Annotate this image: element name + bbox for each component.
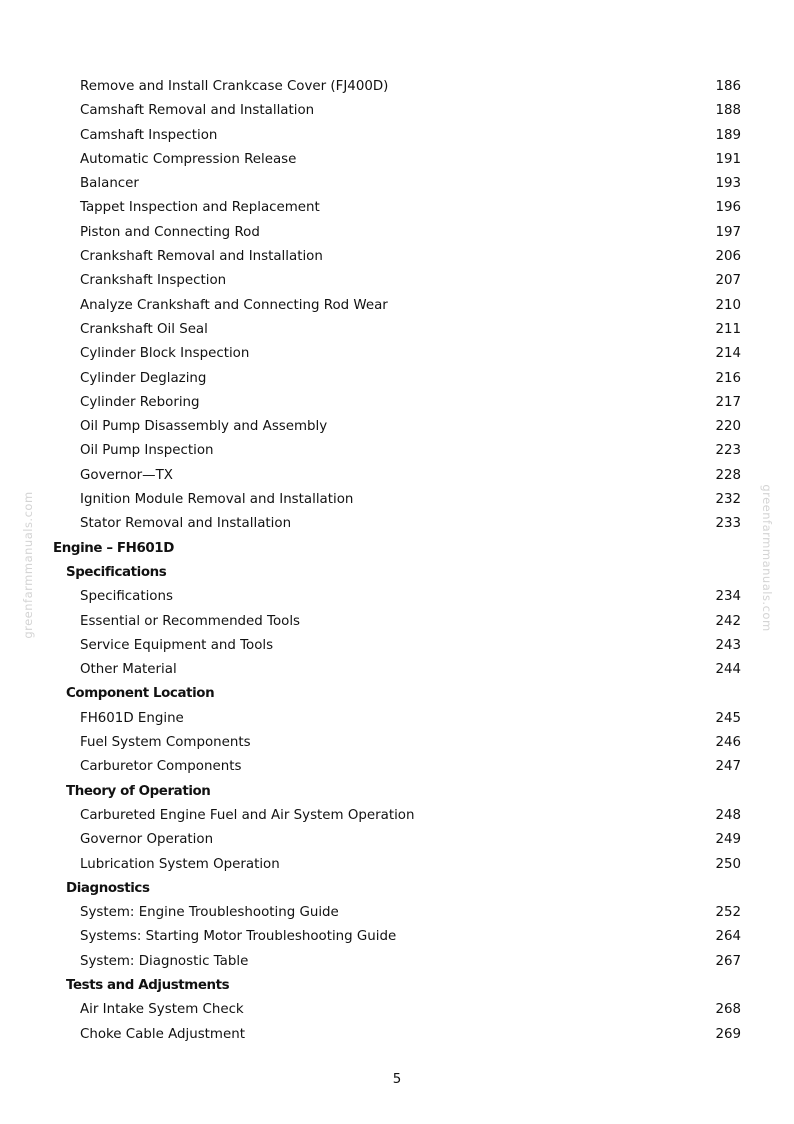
toc-entry-title: Engine – FH601D: [53, 540, 174, 556]
toc-entry[interactable]: [0, 464, 794, 488]
toc-section-heading[interactable]: [0, 974, 794, 998]
toc-entry-title: Fuel System Components: [80, 735, 251, 751]
toc-entry-page: 246: [715, 735, 741, 751]
watermark-right: greenfarmmanuals.com: [760, 484, 774, 632]
toc-entry[interactable]: [0, 269, 794, 293]
toc-entry-title: FH601D Engine: [80, 710, 184, 726]
toc-entry-page: 268: [715, 1002, 741, 1018]
toc-entry[interactable]: [0, 294, 794, 318]
toc-entry-title: Oil Pump Disassembly and Assembly: [80, 419, 328, 435]
toc-entry-page: 189: [715, 127, 741, 143]
toc-entry-page: 234: [715, 589, 741, 605]
watermark-left: greenfarmmanuals.com: [21, 491, 35, 639]
toc-entry[interactable]: [0, 512, 794, 536]
toc-entry-title: Lubrication System Operation: [80, 856, 280, 872]
toc-entry-page: 249: [715, 832, 741, 848]
toc-entry-title: Essential or Recommended Tools: [80, 613, 301, 629]
toc-entry-page: 269: [715, 1026, 741, 1042]
toc-entry[interactable]: [0, 245, 794, 269]
toc-entry-title: Camshaft Removal and Installation: [80, 103, 315, 119]
toc-entry-title: Analyze Crankshaft and Connecting Rod Wear: [80, 297, 388, 313]
toc-entry-title: Component Location: [66, 686, 215, 702]
toc-entry[interactable]: [0, 75, 794, 99]
toc-entry-page: 217: [715, 394, 741, 410]
toc-entry-title: Cylinder Block Inspection: [80, 346, 250, 362]
toc-entry-page: 232: [715, 492, 741, 508]
toc-entry-page: 188: [715, 103, 741, 119]
toc-entry-title: Diagnostics: [66, 880, 150, 896]
toc-entry[interactable]: [0, 391, 794, 415]
toc-entry-page: 250: [715, 856, 741, 872]
toc-entry[interactable]: [0, 634, 794, 658]
toc-entry-page: 214: [715, 346, 741, 362]
toc-entry-title: Crankshaft Oil Seal: [80, 321, 208, 337]
toc-entry-title: Tests and Adjustments: [66, 977, 230, 993]
toc-entry[interactable]: [0, 488, 794, 512]
toc-entry[interactable]: [0, 755, 794, 779]
toc-entry-title: Cylinder Deglazing: [80, 370, 207, 386]
toc-entry[interactable]: [0, 148, 794, 172]
toc-entry-page: 247: [715, 759, 741, 775]
toc-entry-page: 207: [715, 273, 741, 289]
toc-entry-page: 267: [715, 953, 741, 969]
toc-entry-page: 193: [715, 176, 741, 192]
toc-entry-page: 248: [715, 807, 741, 823]
toc-entry[interactable]: [0, 99, 794, 123]
toc-entry-title: Ignition Module Removal and Installation: [80, 492, 354, 508]
toc-entry-page: 228: [715, 467, 741, 483]
toc-entry[interactable]: [0, 707, 794, 731]
page-number: 5: [392, 1072, 402, 1087]
toc-entry[interactable]: [0, 124, 794, 148]
toc-entry[interactable]: [0, 318, 794, 342]
toc-chapter-heading[interactable]: [0, 537, 794, 561]
table-of-contents: [0, 75, 794, 1047]
toc-entry-title: System: Diagnostic Table: [80, 953, 249, 969]
toc-entry-title: Governor—TX: [80, 467, 173, 483]
toc-entry-title: Tappet Inspection and Replacement: [80, 200, 320, 216]
toc-entry[interactable]: [0, 925, 794, 949]
toc-entry-title: Piston and Connecting Rod: [80, 224, 260, 240]
toc-entry[interactable]: [0, 998, 794, 1022]
toc-entry-title: Oil Pump Inspection: [80, 443, 214, 459]
toc-entry-title: Carbureted Engine Fuel and Air System Operation: [80, 807, 415, 823]
toc-entry-title: Stator Removal and Installation: [80, 516, 292, 532]
toc-entry-page: 242: [715, 613, 741, 629]
toc-entry-title: Balancer: [80, 176, 139, 192]
toc-entry-page: 233: [715, 516, 741, 532]
toc-entry-page: 191: [715, 151, 741, 167]
toc-entry[interactable]: [0, 658, 794, 682]
toc-entry-title: Specifications: [66, 564, 167, 580]
toc-entry[interactable]: [0, 950, 794, 974]
toc-entry-page: 243: [715, 637, 741, 653]
toc-entry[interactable]: [0, 610, 794, 634]
toc-entry-page: 223: [715, 443, 741, 459]
toc-section-heading[interactable]: [0, 682, 794, 706]
toc-entry-page: 210: [715, 297, 741, 313]
toc-entry[interactable]: [0, 901, 794, 925]
toc-entry-title: Crankshaft Inspection: [80, 273, 227, 289]
toc-entry[interactable]: [0, 585, 794, 609]
toc-entry[interactable]: [0, 342, 794, 366]
toc-entry-page: 206: [715, 249, 741, 265]
toc-entry[interactable]: [0, 221, 794, 245]
toc-section-heading[interactable]: [0, 877, 794, 901]
toc-entry[interactable]: [0, 828, 794, 852]
toc-entry-title: Automatic Compression Release: [80, 151, 297, 167]
toc-section-heading[interactable]: [0, 780, 794, 804]
toc-entry-title: Other Material: [80, 662, 177, 678]
toc-entry-page: 244: [715, 662, 741, 678]
toc-entry[interactable]: [0, 415, 794, 439]
toc-entry-title: Camshaft Inspection: [80, 127, 218, 143]
toc-entry-page: 252: [715, 905, 741, 921]
toc-entry-page: 216: [715, 370, 741, 386]
toc-entry[interactable]: [0, 804, 794, 828]
toc-entry-page: 264: [715, 929, 741, 945]
toc-entry-page: 197: [715, 224, 741, 240]
toc-entry[interactable]: [0, 172, 794, 196]
toc-entry-title: Carburetor Components: [80, 759, 242, 775]
toc-section-heading[interactable]: [0, 561, 794, 585]
toc-entry-page: 196: [715, 200, 741, 216]
toc-entry[interactable]: [0, 196, 794, 220]
toc-entry-title: Systems: Starting Motor Troubleshooting Guide: [80, 929, 397, 945]
toc-entry-page: 245: [715, 710, 741, 726]
toc-entry-title: Governor Operation: [80, 832, 214, 848]
toc-entry-page: 186: [715, 79, 741, 94]
toc-entry-title: Air Intake System Check: [80, 1002, 244, 1018]
toc-entry-title: Theory of Operation: [66, 783, 211, 799]
toc-entry-page: 220: [715, 419, 741, 435]
toc-entry-title: Crankshaft Removal and Installation: [80, 249, 323, 265]
toc-entry[interactable]: [0, 367, 794, 391]
toc-entry-title: Service Equipment and Tools: [80, 637, 274, 653]
toc-entry[interactable]: [0, 1023, 794, 1047]
toc-entry-title: Specifications: [80, 589, 173, 605]
toc-entry-title: System: Engine Troubleshooting Guide: [80, 905, 339, 921]
toc-entry-title: Remove and Install Crankcase Cover (FJ400D): [80, 79, 389, 94]
toc-entry-title: Choke Cable Adjustment: [80, 1026, 245, 1042]
toc-entry-page: 211: [715, 321, 741, 337]
toc-entry[interactable]: [0, 731, 794, 755]
toc-entry-title: Cylinder Reboring: [80, 394, 200, 410]
toc-entry[interactable]: [0, 853, 794, 877]
toc-entry[interactable]: [0, 439, 794, 463]
